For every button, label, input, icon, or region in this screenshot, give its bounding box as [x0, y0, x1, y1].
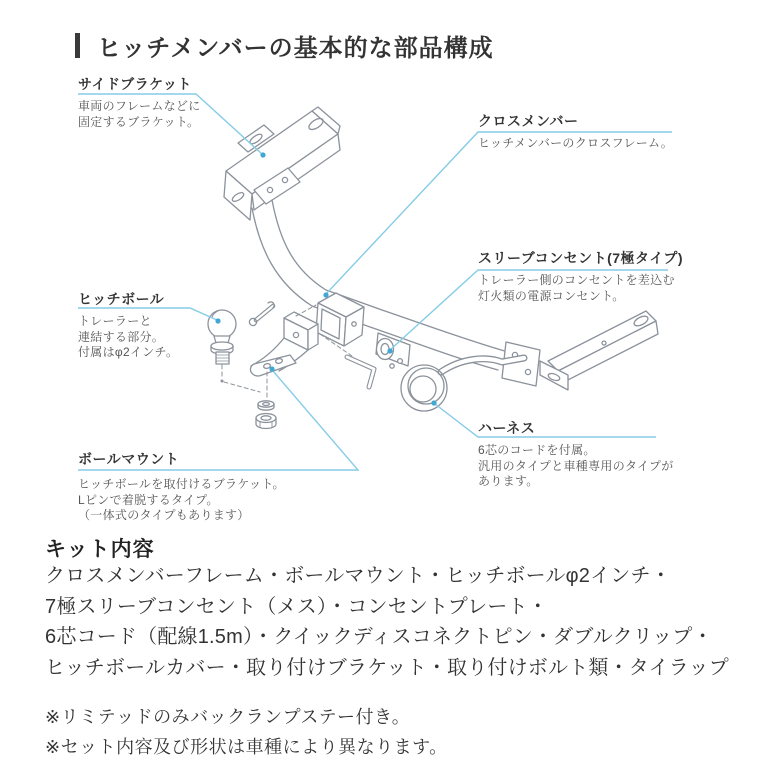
note-line: ※リミテッドのみバックランプステー付き。 — [45, 707, 411, 727]
callout-desc-line: 汎用のタイプと車種専用のタイプが — [478, 458, 674, 473]
callout-hitch-ball — [78, 291, 178, 361]
notes-section — [45, 702, 448, 762]
callout-desc-line: ヒッチメンバーのクロスフレーム。 — [478, 136, 674, 150]
kit-line: ヒッチボールカバー・取り付けブラケット・取り付けボルト類・タイラップ — [45, 656, 729, 679]
side-bracket-drawing — [224, 107, 340, 220]
callout-dot-cross-member — [323, 292, 328, 297]
callout-harness — [478, 420, 674, 490]
kit-line: 6芯コード（配線1.5m）・クイックディスコネクトピン・ダブルクリップ・ — [45, 626, 713, 648]
callout-label: ハーネス — [478, 420, 536, 436]
callout-desc-line: 連結する部分。 — [78, 329, 165, 344]
kit-line: クロスメンバーフレーム・ボールマウント・ヒッチボールφ2インチ・ — [45, 565, 671, 587]
callout-label: ボールマウント — [78, 451, 180, 467]
kit-heading: キット内容 — [45, 538, 155, 561]
callout-desc-line: トレーラーと — [78, 314, 152, 328]
callout-desc-line: ヒッチボールを取付けるブラケット。 — [78, 477, 285, 491]
callout-desc-line: Lピンで着脱するタイプ。 — [78, 492, 219, 507]
l-pin-drawing — [347, 357, 374, 387]
sleeve-outlet-drawing — [376, 333, 410, 368]
callout-dot-side-bracket — [260, 152, 265, 157]
kit-contents — [45, 561, 729, 683]
page-title: ヒッチメンバーの基本的な部品構成 — [97, 35, 494, 62]
callout-label: スリーブコンセント(7極タイプ) — [478, 250, 684, 266]
callout-desc-line: 灯火類の電源コンセント。 — [478, 288, 625, 303]
callout-desc-line: 付属はφ2インチ。 — [78, 345, 179, 359]
callout-dot-ball-mount — [269, 366, 274, 371]
callout-desc-line: 車両のフレームなどに — [78, 99, 201, 113]
callout-desc-line: トレーラー側のコンセントを差込む — [478, 273, 675, 287]
callout-label: クロスメンバー — [478, 113, 579, 129]
callout-desc-line: 6芯のコードを付属。 — [478, 443, 596, 457]
callout-dot-sleeve-outlet — [387, 348, 392, 353]
callout-label: サイドブラケット — [78, 76, 192, 92]
quick-pin-drawing — [249, 302, 274, 326]
callout-desc-line: 固定するブラケット。 — [78, 114, 200, 129]
page-title-row — [75, 28, 494, 63]
callout-desc-line: あります。 — [478, 474, 539, 488]
callout-dot-hitch-ball — [215, 318, 220, 323]
callout-dot-harness — [431, 400, 436, 405]
callout-side-bracket — [78, 76, 201, 130]
callout-cross-member — [478, 113, 673, 152]
callout-ball-mount — [78, 451, 285, 524]
note-line: ※セット内容及び形状は車種により異なります。 — [45, 737, 448, 757]
kit-line: 7極スリーブコンセント（メス）・コンセントプレート・ — [45, 595, 548, 618]
callout-sleeve-outlet — [478, 250, 683, 304]
title-accent-bar-icon — [75, 33, 80, 58]
callout-label: ヒッチボール — [78, 291, 165, 307]
right-bracket-drawing — [540, 311, 658, 390]
callout-desc-line: （一体式のタイプもあります） — [78, 508, 250, 522]
